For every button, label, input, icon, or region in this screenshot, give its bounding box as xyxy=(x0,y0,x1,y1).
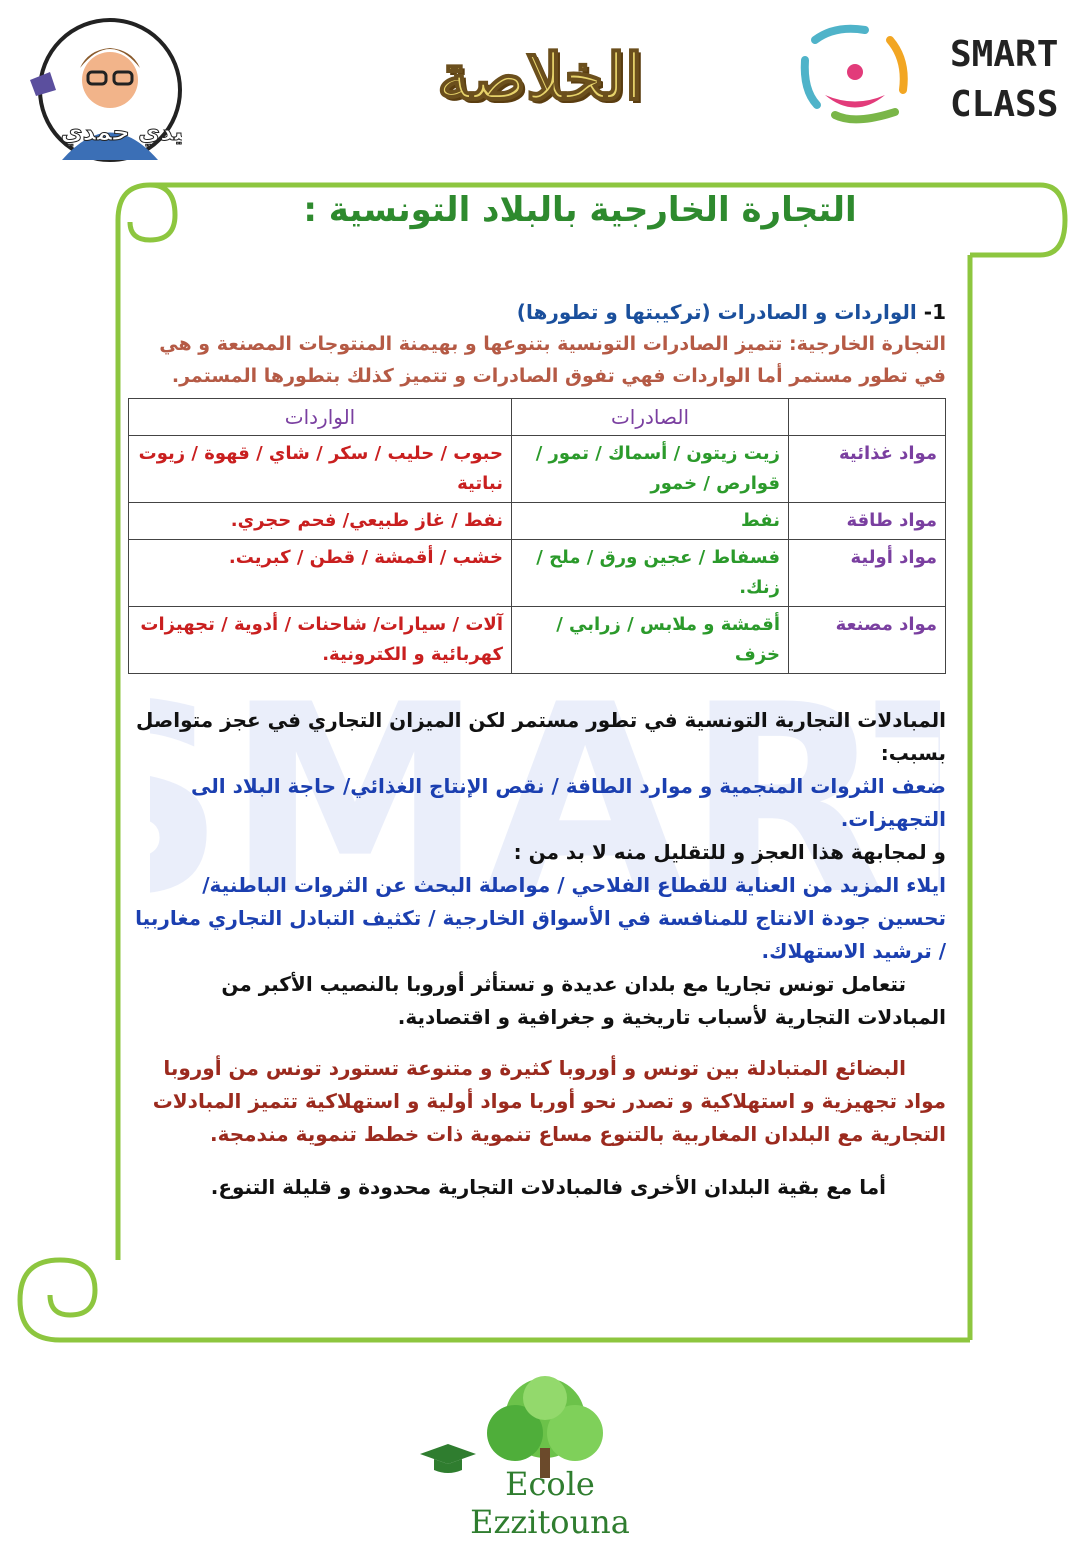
section-number: 1- xyxy=(923,300,946,324)
brand-line-2: CLASS xyxy=(950,84,1059,125)
table-cell-category: مواد مصنعة xyxy=(789,607,946,674)
table-cell-imports: نفط / غاز طبيعي/ فحم حجري. xyxy=(129,503,512,540)
table-header-blank xyxy=(789,399,946,436)
partners-paragraph: تتعامل تونس تجاريا مع بلدان عديدة و تستأثر أوروبا بالنصيب الأكبر من المبادلات التجارية لأسباب تاريخية و جغرافية و اقتصادية. xyxy=(221,972,946,1029)
school-name: Ecole Ezzitouna xyxy=(470,1465,630,1541)
table-cell-exports: أقمشة و ملابس / زرابي / خزف xyxy=(512,607,789,674)
card-title: التجارة الخارجية بالبلاد التونسية : xyxy=(303,190,857,230)
content-body xyxy=(128,300,946,1204)
table-cell-category: مواد غذائية xyxy=(789,436,946,503)
table-header-row xyxy=(129,399,946,436)
table-row xyxy=(129,436,946,503)
table-cell-imports: حبوب / حليب / سكر / شاي / قهوة / زيوت نباتية xyxy=(129,436,512,503)
remedies-paragraph: ايلاء المزيد من العناية للقطاع الفلاحي / مواصلة البحث عن الثروات الباطنية/ تحسين جودة الانتاج للمنافسة في الأسواق الخارجية / تكثيف التبادل التجاري مغاربيا / ترشيد الاستهلاك. xyxy=(135,873,946,963)
section-heading xyxy=(128,300,946,324)
section-title: الواردات و الصادرات xyxy=(717,300,917,324)
others-paragraph: أما مع بقية البلدان الأخرى فالمبادلات التجارية محدودة و قليلة التنوع. xyxy=(210,1175,886,1199)
table-cell-category: مواد طاقة xyxy=(789,503,946,540)
goods-paragraph: البضائع المتبادلة بين تونس و أوروبا كثيرة و متنوعة تستورد تونس من أوروبا مواد تجهيزية و استهلاكية و تصدر نحو أوربا مواد أولية و استهلاكية تتميز المبادلات التجارية مع البلدان المغاربية بالتنوع مساع تنموية ذات خطط تنموية مندمجة. xyxy=(152,1056,946,1146)
table-cell-imports: آلات / سيارات/ شاحنات / أدوية / تجهيزات كهربائية و الكترونية. xyxy=(129,607,512,674)
table-row xyxy=(129,607,946,674)
page-title: الخلاصة xyxy=(437,40,643,115)
table-cell-exports: فسفاط / عجين ورق / ملح / زنك. xyxy=(512,540,789,607)
table-row xyxy=(129,540,946,607)
section-note: (تركيبتها و تطورها) xyxy=(516,300,711,324)
table-cell-category: مواد أولية xyxy=(789,540,946,607)
svg-text:SMART: MAR xyxy=(225,650,875,952)
causes-paragraph: ضعف الثروات المنجمية و موارد الطاقة / نقص الإنتاج الغذائي/ حاجة البلاد الى التجهيزات. xyxy=(191,774,946,831)
smart-class-logo-icon xyxy=(795,20,915,130)
deficit-paragraph: المبادلات التجارية التونسية في تطور مستمر لكن الميزان التجاري في عجز متواصل بسبب: xyxy=(136,708,946,765)
avatar-caption: دي حمدي xyxy=(60,118,175,146)
table-header-exports: الصادرات xyxy=(512,399,789,436)
table-header-imports: الواردات xyxy=(129,399,512,436)
trade-table xyxy=(128,398,946,674)
remedy-intro: و لمجابهة هذا العجز و للتقليل منه لا بد من : xyxy=(513,840,946,864)
table-cell-imports: خشب / أقمشة / قطن / كبريت. xyxy=(129,540,512,607)
brand-name xyxy=(950,30,1070,130)
table-row xyxy=(129,503,946,540)
avatar-logo xyxy=(22,10,182,175)
table-cell-exports: نفط xyxy=(512,503,789,540)
intro-paragraph: التجارة الخارجية: تتميز الصادرات التونسية بتنوعها و بهيمنة المنتوجات المصنعة و هي في تطور مستمر أما الواردات فهي تفوق الصادرات و تتميز كذلك بتطورها المستمر. xyxy=(159,333,946,387)
brand-line-1: SMART xyxy=(950,34,1059,75)
table-cell-exports: زيت زيتون / أسماك / تمور / قوارص / خمور xyxy=(512,436,789,503)
